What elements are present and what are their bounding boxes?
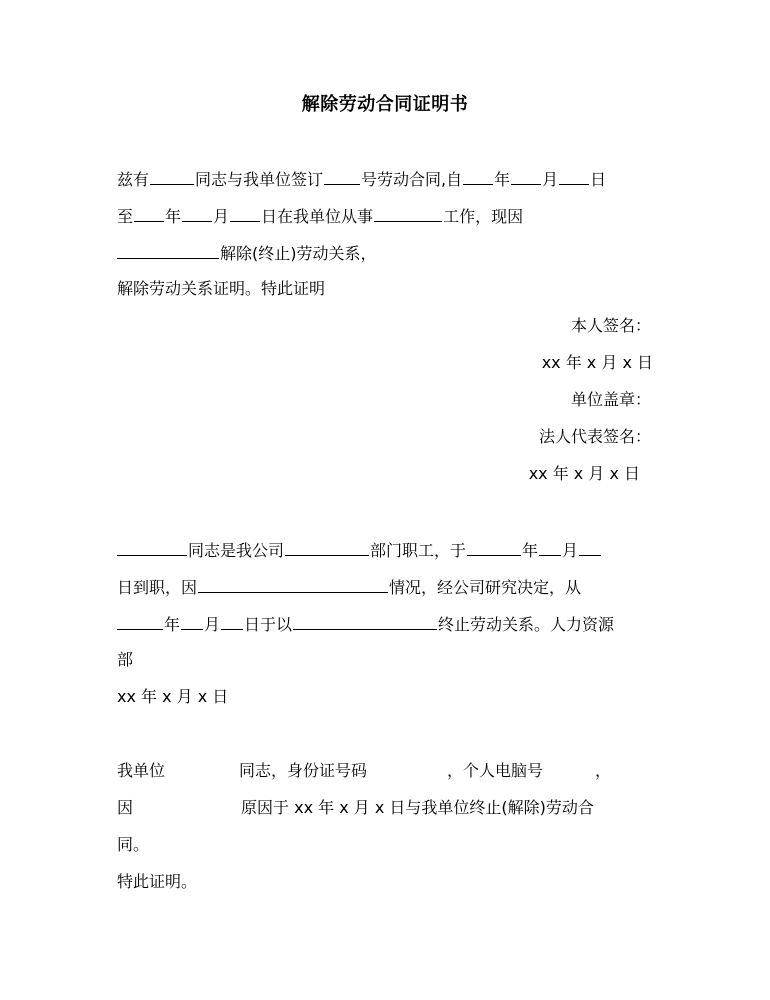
- text: 月: [562, 541, 579, 560]
- text: ，: [595, 761, 612, 780]
- section2-line2: [117, 576, 581, 598]
- text: 年: [522, 541, 539, 560]
- text: 日于以: [244, 615, 293, 634]
- blank-field[interactable]: [117, 539, 187, 556]
- text: 终止劳动关系。人力资源: [438, 615, 615, 634]
- text: 原因于 xx 年 x 月 x 日与我单位终止(解除)劳动合: [241, 798, 594, 817]
- text: 年: [494, 170, 511, 189]
- text: 兹有: [117, 170, 150, 189]
- blank-field[interactable]: [374, 205, 442, 222]
- text: 日在我单位从事: [261, 207, 374, 226]
- blank-field[interactable]: [511, 168, 541, 185]
- text: ，个人电脑号: [447, 761, 544, 780]
- text: 解除(终止)劳动关系，: [220, 244, 377, 263]
- blank-field[interactable]: [221, 613, 243, 630]
- section1-line4: 解除劳动关系证明。特此证明: [117, 279, 326, 298]
- section3-line1: [117, 761, 611, 781]
- text: 月: [204, 615, 221, 634]
- text: 日到职，因: [117, 578, 198, 597]
- blank-field[interactable]: [198, 576, 388, 593]
- blank-field[interactable]: [117, 242, 219, 259]
- text: 至: [117, 207, 134, 226]
- signature-label: 本人签名：: [570, 316, 651, 335]
- document-title: 解除劳动合同证明书: [301, 94, 469, 115]
- section1-line3: [117, 242, 377, 264]
- text: 同志，身份证号码: [239, 761, 368, 780]
- text: 工作，现因: [443, 207, 524, 226]
- blank-field[interactable]: [579, 539, 601, 556]
- text: 号劳动合同,自: [361, 170, 463, 189]
- blank-field[interactable]: [134, 205, 164, 222]
- text: 因: [117, 798, 134, 817]
- section3-line3: 同。: [117, 835, 150, 854]
- section2-line4: 部: [117, 650, 134, 669]
- section2-line3: [117, 613, 614, 635]
- section2-date: xx 年 x 月 x 日: [117, 687, 229, 706]
- blank-field[interactable]: [230, 205, 260, 222]
- blank-field[interactable]: [117, 613, 163, 630]
- section3-line2: [117, 798, 594, 818]
- section1-line2: [117, 205, 523, 227]
- text: 月: [213, 207, 230, 226]
- blank-field[interactable]: [324, 168, 360, 185]
- text: 年: [165, 207, 182, 226]
- blank-field[interactable]: [539, 539, 561, 556]
- text: 年: [164, 615, 181, 634]
- seal-label: 单位盖章：: [570, 390, 651, 409]
- blank-field[interactable]: [182, 205, 212, 222]
- section1-line1: [117, 168, 606, 190]
- text: 月: [542, 170, 559, 189]
- blank-field[interactable]: [150, 168, 194, 185]
- section2-line1: [117, 539, 602, 561]
- blank-field[interactable]: [559, 168, 589, 185]
- seal-date: xx 年 x 月 x 日: [528, 464, 640, 483]
- text: 部门职工，于: [370, 541, 467, 560]
- blank-field[interactable]: [181, 613, 203, 630]
- blank-field[interactable]: [467, 539, 521, 556]
- blank-field[interactable]: [293, 613, 437, 630]
- text: 我单位: [117, 761, 166, 780]
- text: 情况，经公司研究决定，从: [389, 578, 582, 597]
- blank-field[interactable]: [285, 539, 369, 556]
- text: 同志与我单位签订: [195, 170, 324, 189]
- text: 同志是我公司: [188, 541, 285, 560]
- blank-field[interactable]: [463, 168, 493, 185]
- legal-rep-label: 法人代表签名：: [538, 427, 651, 446]
- section3-line4: 特此证明。: [117, 872, 198, 891]
- text: 日: [590, 170, 607, 189]
- signature-date: xx 年 x 月 x 日: [541, 353, 653, 372]
